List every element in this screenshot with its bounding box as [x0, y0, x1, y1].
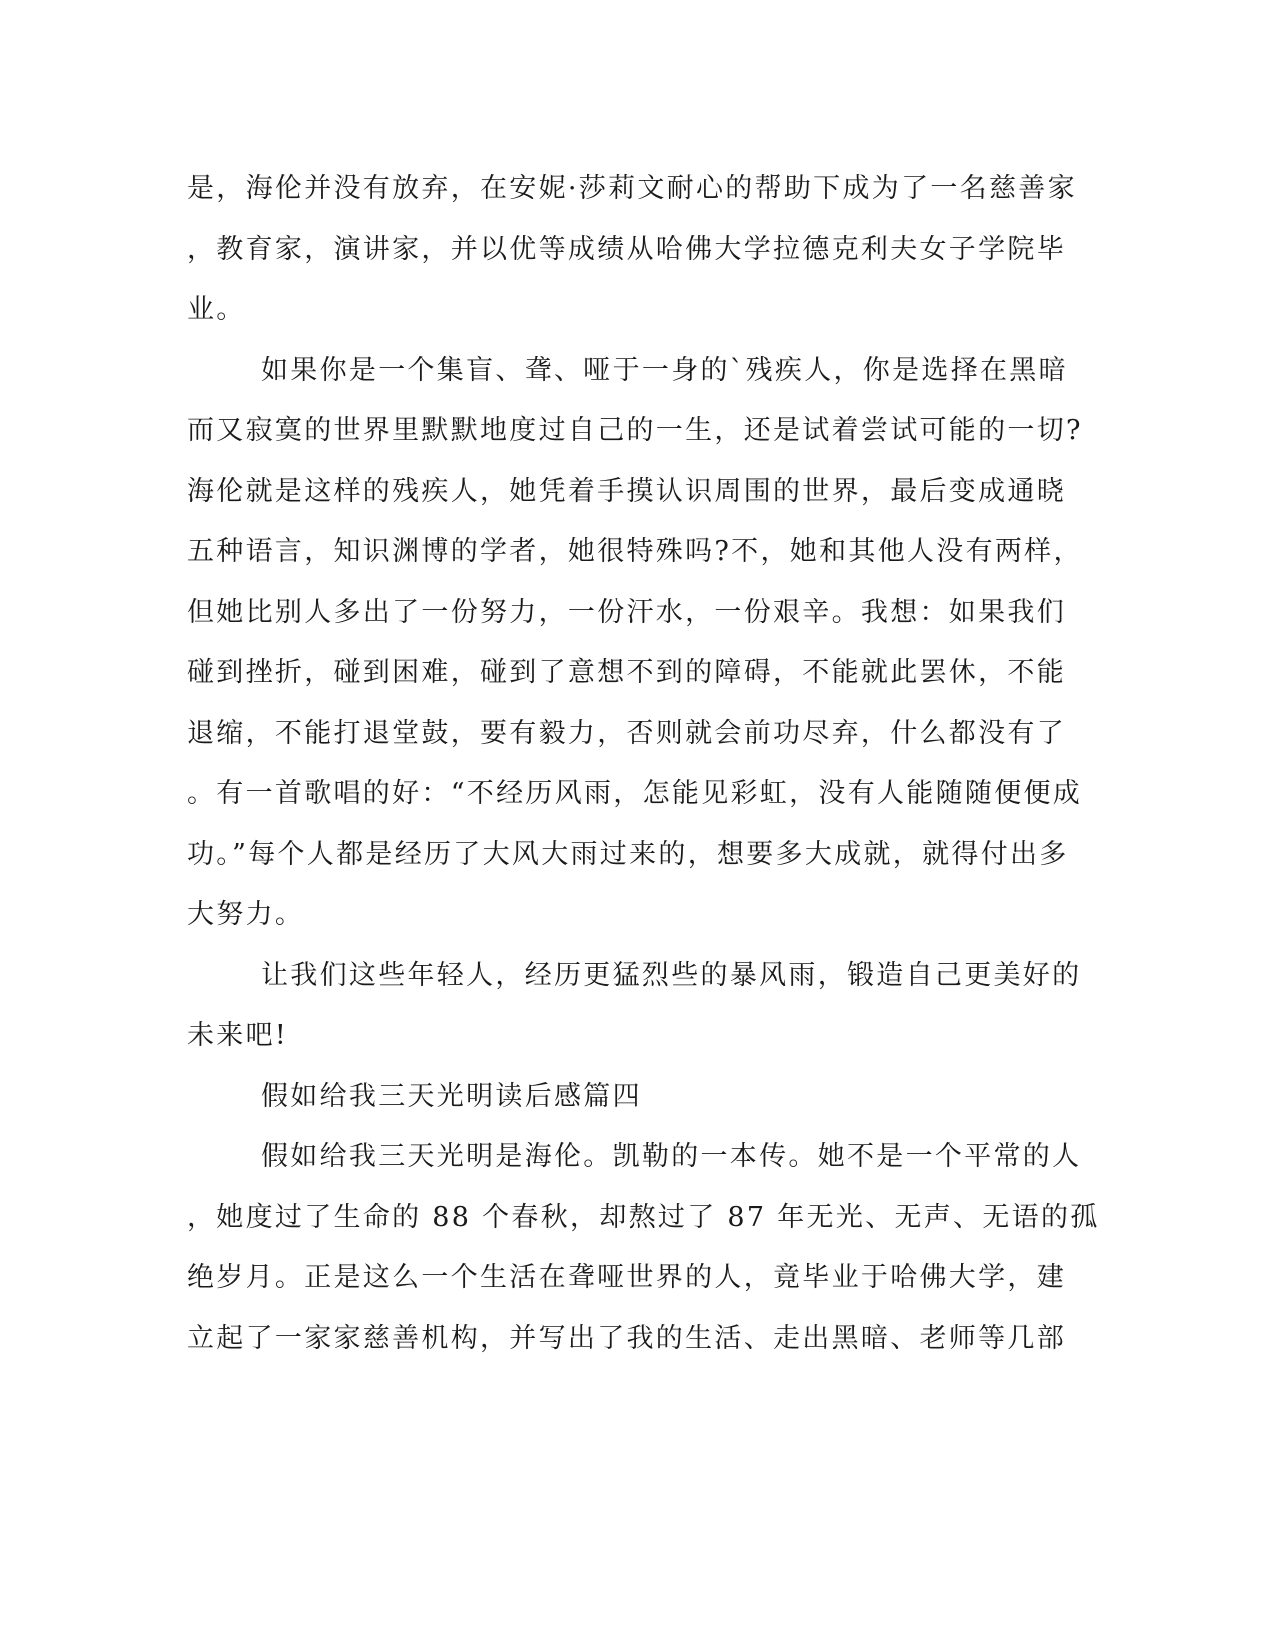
text-line: ，她度过了生命的 88 个春秋，却熬过了 87 年无光、无声、无语的孤 — [187, 1201, 1100, 1233]
section-heading: 假如给我三天光明读后感篇四 — [261, 1080, 642, 1112]
text-line: 。有一首歌唱的好：“不经历风雨，怎能见彩虹，没有人能随随便便成 — [187, 778, 1083, 809]
text-line: 五种语言，知识渊博的学者，她很特殊吗?不，她和其他人没有两样， — [187, 536, 1083, 567]
text-line: 但她比别人多出了一份努力，一份汗水，一份艰辛。我想：如果我们 — [187, 596, 1066, 628]
paragraph-start-line: 让我们这些年轻人，经历更猛烈些的暴风雨，锻造自己更美好的 — [261, 959, 1082, 991]
text-line: 大努力。 — [187, 899, 305, 930]
text-line: 是，海伦并没有放弃，在安妮·莎莉文耐心的帮助下成为了一名慈善家 — [187, 173, 1077, 204]
text-line: 海伦就是这样的残疾人，她凭着手摸认识周围的世界，最后变成通晓 — [187, 475, 1066, 507]
document-body — [187, 159, 1100, 1369]
text-line: 业。 — [187, 294, 246, 325]
text-line: 碰到挫折，碰到困难，碰到了意想不到的障碍，不能就此罢休，不能 — [187, 657, 1066, 688]
text-line: 未来吧! — [187, 1020, 289, 1051]
text-line: ，教育家，演讲家，并以优等成绩从哈佛大学拉德克利夫女子学院毕 — [187, 233, 1066, 265]
text-line: 而又寂寞的世界里默默地度过自己的一生，还是试着尝试可能的一切? — [187, 415, 1083, 446]
paragraph-start-line: 假如给我三天光明是海伦。凯勒的一本传。她不是一个平常的人 — [261, 1141, 1082, 1172]
text-line: 退缩，不能打退堂鼓，要有毅力，否则就会前功尽弃，什么都没有了 — [187, 717, 1066, 749]
text-line: 绝岁月。正是这么一个生活在聋哑世界的人，竟毕业于哈佛大学，建 — [187, 1262, 1066, 1293]
text-line: 功。”每个人都是经历了大风大雨过来的，想要多大成就，就得付出多 — [187, 838, 1069, 870]
paragraph-start-line: 如果你是一个集盲、聋、哑于一身的`残疾人，你是选择在黑暗 — [261, 354, 1068, 386]
text-line: 立起了一家家慈善机构，并写出了我的生活、走出黑暗、老师等几部 — [187, 1322, 1066, 1354]
